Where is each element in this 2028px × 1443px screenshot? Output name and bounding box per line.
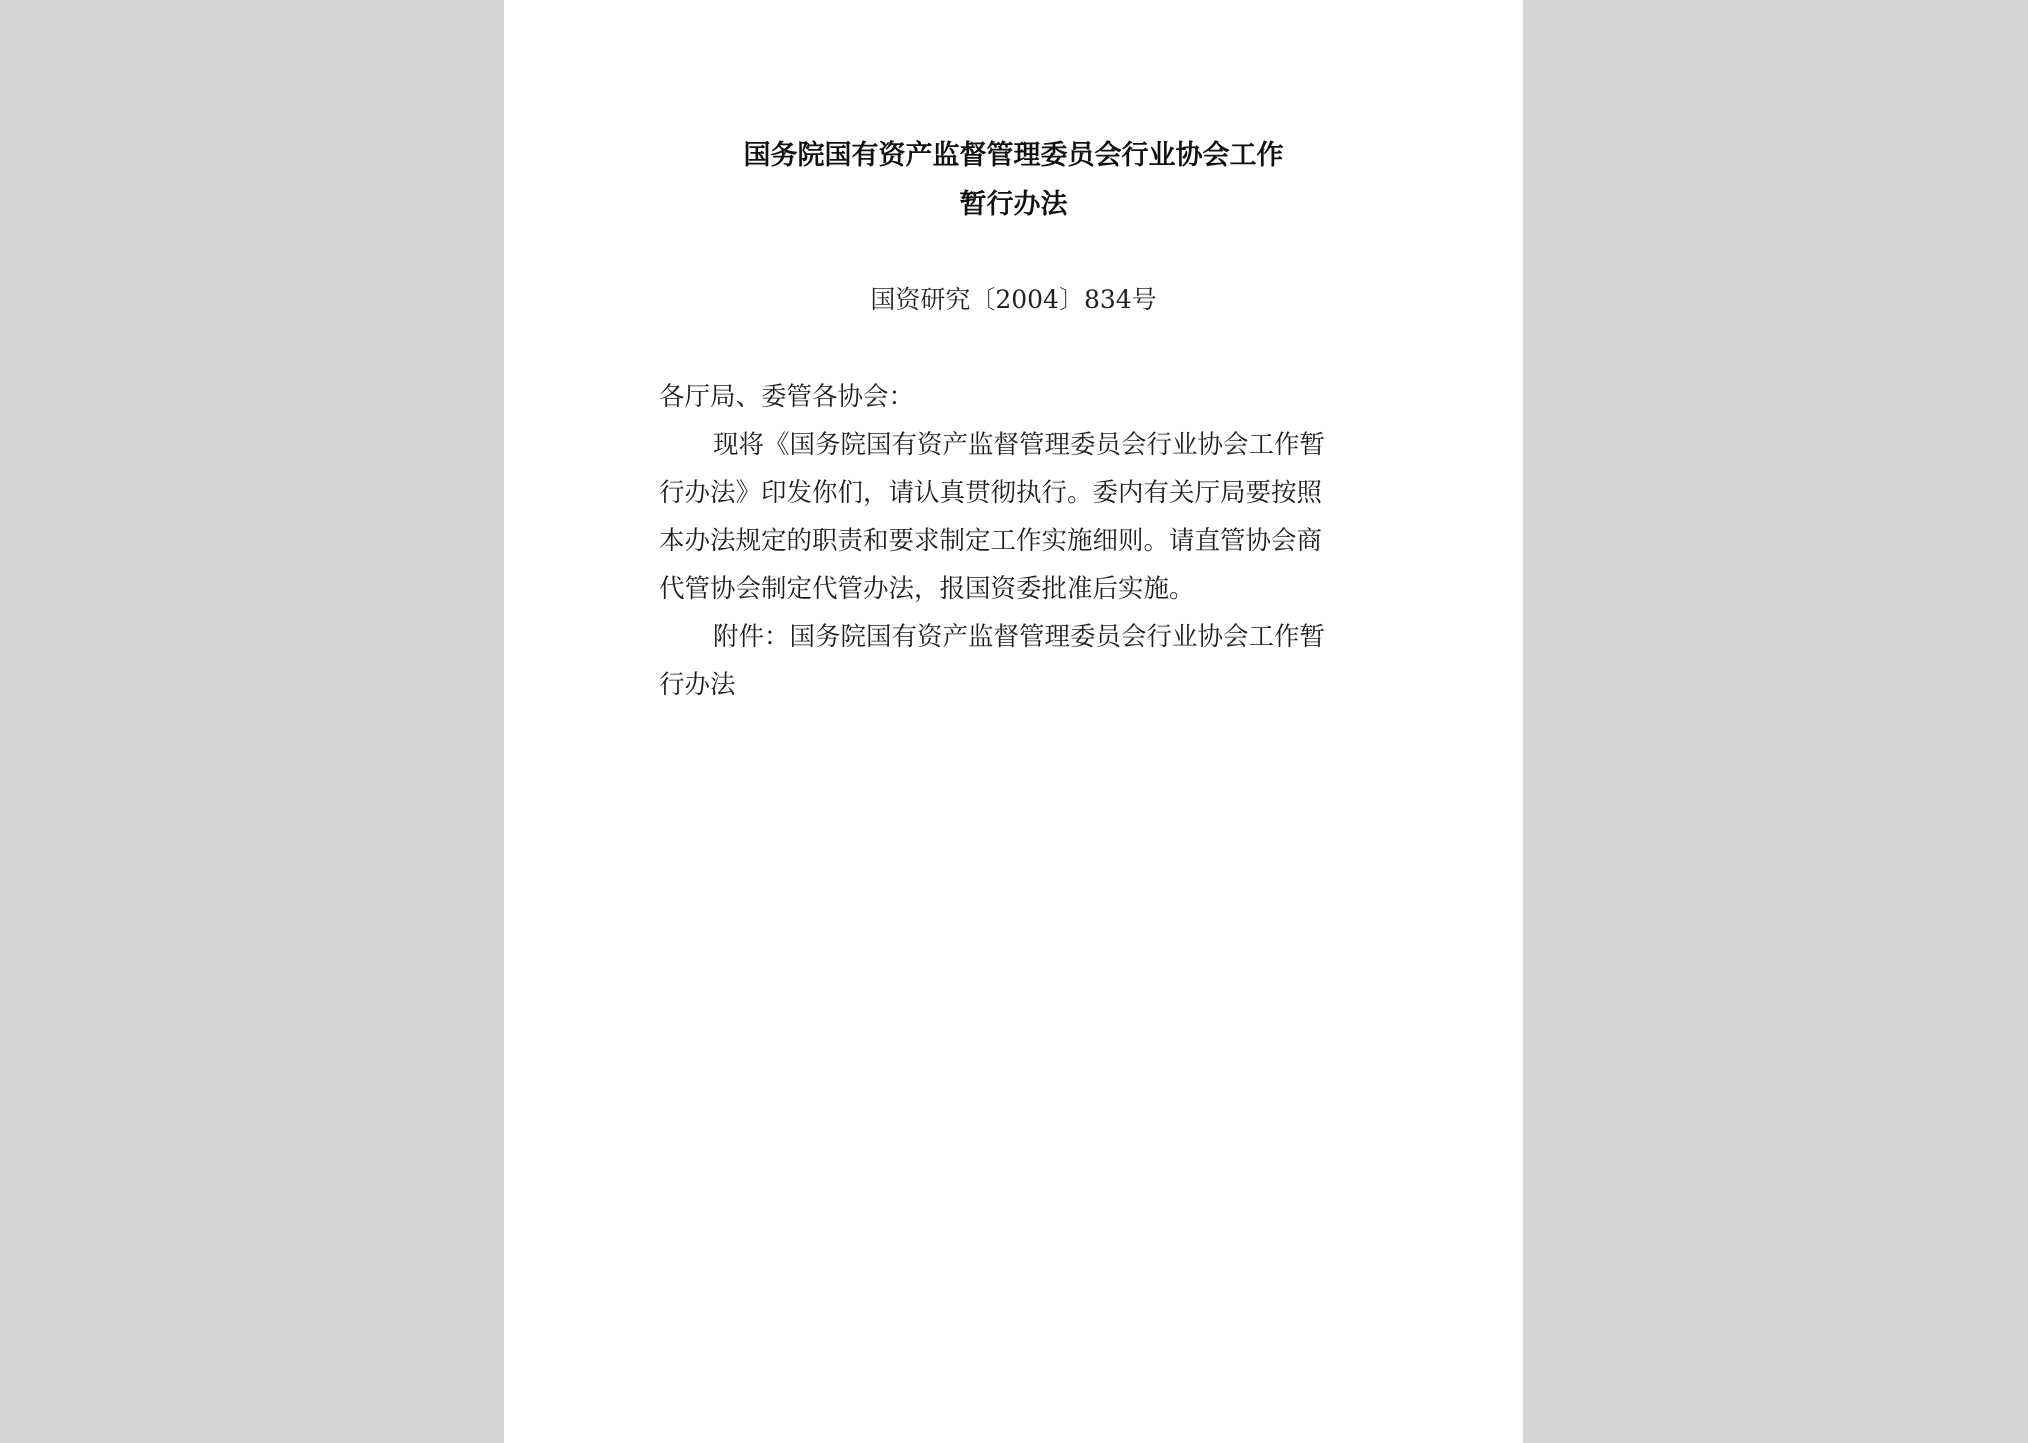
document-title-line-1: 国务院国有资产监督管理委员会行业协会工作 <box>743 140 1284 171</box>
document-number: 国资研究〔2004〕834号 <box>870 285 1157 314</box>
paragraph-line: 现将《国务院国有资产监督管理委员会行业协会工作暂 <box>713 430 1326 460</box>
paragraph-line: 本办法规定的职责和要求制定工作实施细则。请直管协会商 <box>659 526 1323 556</box>
paragraph-line: 行办法》印发你们，请认真贯彻执行。委内有关厅局要按照 <box>659 478 1323 508</box>
paragraph-line: 代管协会制定代管办法，报国资委批准后实施。 <box>659 574 1195 604</box>
document-body <box>659 373 1374 709</box>
attachment-line: 附件：国务院国有资产监督管理委员会行业协会工作暂 <box>713 622 1326 652</box>
document-page <box>504 0 1523 1443</box>
document-title-line-2: 暂行办法 <box>959 189 1068 220</box>
salutation: 各厅局、委管各协会： <box>659 382 915 412</box>
attachment-line: 行办法 <box>659 670 736 700</box>
